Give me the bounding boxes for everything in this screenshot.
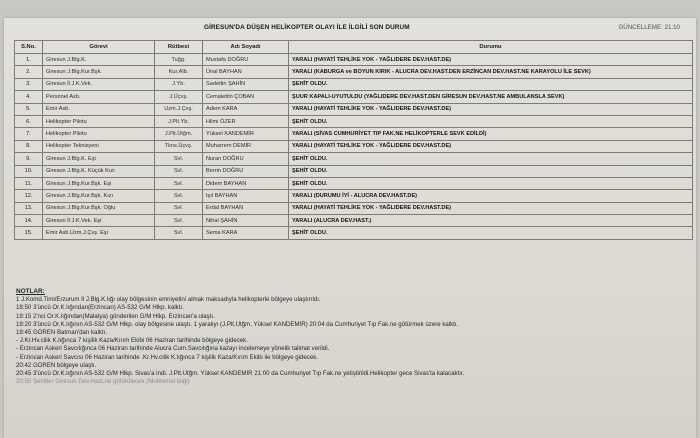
- cell-rutbe: Svl.: [155, 227, 203, 239]
- table-row: [15, 153, 693, 165]
- table-row: [15, 190, 693, 202]
- note-line: 1 J.Komd.Timi/Erzurum İl J.Blg.K.lığı olay bölgesinin emniyetini almak maksadıyla helikopterle bölgeye ulaştırıldı.: [16, 296, 321, 304]
- cell-sno: 15.: [15, 227, 43, 239]
- cell-rutbe: Svl.: [155, 202, 203, 214]
- cell-rutbe: Svl.: [155, 165, 203, 177]
- cell-rutbe: Uzm.J.Çvş.: [155, 103, 203, 115]
- cell-durum: YARALI (HAYATİ TEHLİKE YOK - YAĞLIDERE DEV.HAST.DE): [289, 202, 693, 214]
- cell-gorev: Giresun İl J.K.Vek.: [43, 78, 155, 90]
- cell-adi: Sema KARA: [203, 227, 289, 239]
- table-row: [15, 215, 693, 227]
- cell-sno: 2.: [15, 66, 43, 78]
- cell-rutbe: J.Üçvş.: [155, 91, 203, 103]
- table-row: [15, 177, 693, 189]
- notes-heading: NOTLAR:: [16, 288, 45, 295]
- table-body: [15, 54, 693, 240]
- cell-durum: YARALI (HAYATİ TEHLİKE YOK - YAĞLIDERE DEV.HAST.DE): [289, 54, 693, 66]
- note-line: 20:55 Şehitler Giresun Dev.Hast.ne götürülecek (Muhtemel bilgi): [16, 378, 190, 386]
- table-row: [15, 78, 693, 90]
- note-line: - Erzincan Askeri Savcısı 06 Haziran tarihinde .Kr.Hv.cilik K.lığınca 7 kişilik Kaza/Kırım Ekibi ile bölgeye gidecek.: [16, 353, 318, 361]
- cell-sno: 7.: [15, 128, 43, 140]
- cell-gorev: Helikopter Pilotu: [43, 115, 155, 127]
- cell-durum: ŞEHİT OLDU.: [289, 115, 693, 127]
- cell-adi: Didem BAYHAN: [203, 177, 289, 189]
- cell-gorev: Emir Asb.Uzm.J.Çvş. Eşi: [43, 227, 155, 239]
- cell-gorev: Giresun İl J.K.Vek. Eşi: [43, 215, 155, 227]
- cell-adi: Muharrem DEMİR: [203, 140, 289, 152]
- cell-gorev: Giresun J.Blg.Kur.Bşk. Kızı: [43, 190, 155, 202]
- table-row: [15, 115, 693, 127]
- cell-sno: 1.: [15, 54, 43, 66]
- notes-section: [16, 288, 692, 386]
- cell-sno: 12.: [15, 190, 43, 202]
- column-header-rutbe: Rütbesi: [155, 41, 203, 54]
- cell-sno: 3.: [15, 78, 43, 90]
- cell-adi: Ünal BAYHAN: [203, 66, 289, 78]
- update-time: GÜNCELLEME: 21:10: [618, 24, 680, 31]
- document-header: [14, 24, 690, 38]
- note-line: 20:42 GÖREN bölgeye ulaştı.: [16, 361, 97, 369]
- cell-durum: YARALI (HAYATİ TEHLİKE YOK - YAĞLIDERE DEV.HAST.DE): [289, 103, 693, 115]
- cell-adi: Nihal ŞAHİN: [203, 215, 289, 227]
- cell-sno: 11.: [15, 177, 43, 189]
- cell-rutbe: Tuğg.: [155, 54, 203, 66]
- cell-durum: YARALI (ALUCRA DEV.HAST.): [289, 215, 693, 227]
- cell-sno: 9.: [15, 153, 43, 165]
- cell-rutbe: Svl.: [155, 190, 203, 202]
- cell-adi: Berrin DOĞRU: [203, 165, 289, 177]
- column-header-durum: Durumu: [289, 41, 693, 54]
- cell-rutbe: Svl.: [155, 153, 203, 165]
- table-row: [15, 91, 693, 103]
- cell-adi: Işıl BAYHAN: [203, 190, 289, 202]
- cell-adi: Adem KARA: [203, 103, 289, 115]
- cell-sno: 6.: [15, 115, 43, 127]
- note-line: 19:45 GÖREN Batman'dan kalktı.: [16, 329, 107, 337]
- column-header-adi: Adı Soyadı: [203, 41, 289, 54]
- note-line: 18:50 3'üncü Or.K.lığından(Erzincan) AS-532 G/M Hlkp. kalktı.: [16, 304, 184, 312]
- notes-list: [16, 296, 692, 386]
- cell-sno: 10.: [15, 165, 43, 177]
- cell-rutbe: Kur.Alb.: [155, 66, 203, 78]
- cell-sno: 13.: [15, 202, 43, 214]
- cell-gorev: Giresun J.Blg.Kur.Bşk.: [43, 66, 155, 78]
- cell-adi: Sadettin ŞAHİN: [203, 78, 289, 90]
- table-row: [15, 128, 693, 140]
- cell-rutbe: Svl.: [155, 177, 203, 189]
- cell-adi: Nuran DOĞRU: [203, 153, 289, 165]
- table-row: [15, 66, 693, 78]
- column-header-gorev: Görevi: [43, 41, 155, 54]
- cell-rutbe: Svl.: [155, 215, 203, 227]
- cell-gorev: Personel Asb.: [43, 91, 155, 103]
- cell-gorev: Giresun J.Blg.K. Küçük Kızı: [43, 165, 155, 177]
- cell-durum: YARALI (KABURGA ve BOYUN KIRIK - ALUCRA DEV.HAST.DEN ERZİNCAN DEV.HAST.NE KARAYOLU İLE SEVK): [289, 66, 693, 78]
- cell-gorev: Helikopter Pilotu: [43, 128, 155, 140]
- cell-sno: 8.: [15, 140, 43, 152]
- cell-durum: ŞEHİT OLDU.: [289, 165, 693, 177]
- table-row: [15, 202, 693, 214]
- cell-gorev: Giresun J.Blg.K.: [43, 54, 155, 66]
- column-header-sno: S.No.: [15, 41, 43, 54]
- cell-durum: ŞEHİT OLDU.: [289, 153, 693, 165]
- cell-sno: 4.: [15, 91, 43, 103]
- note-line: 19:15 2'nci Or.K.lığından(Malatya) gönderilen G/M Hlkp. Erzincan'a ulaştı.: [16, 312, 215, 320]
- table-row: [15, 54, 693, 66]
- cell-durum: YARALI (SİVAS CUMHURİYET TIP FAK.NE HELİKOPTERLE SEVK EDİLDİ): [289, 128, 693, 140]
- note-line: 20:45 3'üncü Or.K.lığının AS-532 G/M Hlkp. Sivas'a indi. J.Plt.Ütğm. Yüksel KANDEMİR 21:00 da Cumhuriyet Tıp Fak.ne yetiştirildi.Helikopter gece Sivas'ta kalacaktır.: [16, 370, 465, 378]
- cell-durum: YARALI (HAYATİ TEHLİKE YOK - YAĞLIDERE DEV.HAST.DE): [289, 140, 693, 152]
- cell-adi: Erdal BAYHAN: [203, 202, 289, 214]
- cell-gorev: Emir Asb.: [43, 103, 155, 115]
- cell-durum: ŞUUR KAPALI-UYUTULDU (YAĞLIDERE DEV.HAST.DEN GİRESUN DEV.HAST.NE AMBULANSLA SEVK): [289, 91, 693, 103]
- cell-adi: Yüksel KANDEMİR: [203, 128, 289, 140]
- table-row: [15, 140, 693, 152]
- note-line: - J.Kr.Hv.cilik K.lığınca 7 kişilik Kaza/Kırım Ekibi 06 Haziran tarihinde bölgeye gidecek.: [16, 337, 248, 345]
- cell-rutbe: J.Plt.Yb.: [155, 115, 203, 127]
- cell-adi: Cemalettin ÇOBAN: [203, 91, 289, 103]
- document-title: GİRESUN'DA DÜŞEN HELİKOPTER OLAYI İLE İLGİLİ SON DURUM: [204, 24, 410, 31]
- casualty-table: [14, 40, 693, 240]
- note-line: 19:20 3'üncü Or.K.lığının AS-532 G/M Hlkp. olay bölgesine ulaştı. 1 yaralıyı (J.Plt.Ütğm. Yüksel KANDEMİR) 20:04 da Cumhuriyet Tıp Fak.ne götürmek üzere kalktı.: [16, 320, 459, 328]
- table-row: [15, 165, 693, 177]
- cell-durum: ŞEHİT OLDU.: [289, 177, 693, 189]
- cell-durum: YARALI (DURUMU İYİ - ALUCRA DEV.HAST.DE): [289, 190, 693, 202]
- cell-durum: ŞEHİT OLDU.: [289, 78, 693, 90]
- document-page: [4, 18, 696, 438]
- cell-adi: Hilmi ÖZER: [203, 115, 289, 127]
- cell-gorev: Giresun J.Blg.Kur.Bşk. Eşi: [43, 177, 155, 189]
- cell-rutbe: J.Plt.Ütğm.: [155, 128, 203, 140]
- cell-gorev: Helikopter Teknisyeni: [43, 140, 155, 152]
- cell-sno: 14.: [15, 215, 43, 227]
- table-row: [15, 103, 693, 115]
- cell-rutbe: Tkns.Üçvş.: [155, 140, 203, 152]
- cell-adi: Mustafa DOĞRU: [203, 54, 289, 66]
- table-header-row: [15, 41, 693, 54]
- cell-sno: 5.: [15, 103, 43, 115]
- cell-durum: ŞEHİT OLDU.: [289, 227, 693, 239]
- cell-gorev: Giresun J.Blg.K. Eşi: [43, 153, 155, 165]
- cell-rutbe: J.Yb.: [155, 78, 203, 90]
- note-line: - Erzincan Askeri Savcılığınca 06 Haziran tarihinde Alucra Cum.Savcılığına kazayı incelemeye yönelik talimat verildi.: [16, 345, 330, 353]
- cell-gorev: Giresun J.Blg.Kur.Bşk. Oğlu: [43, 202, 155, 214]
- table-row: [15, 227, 693, 239]
